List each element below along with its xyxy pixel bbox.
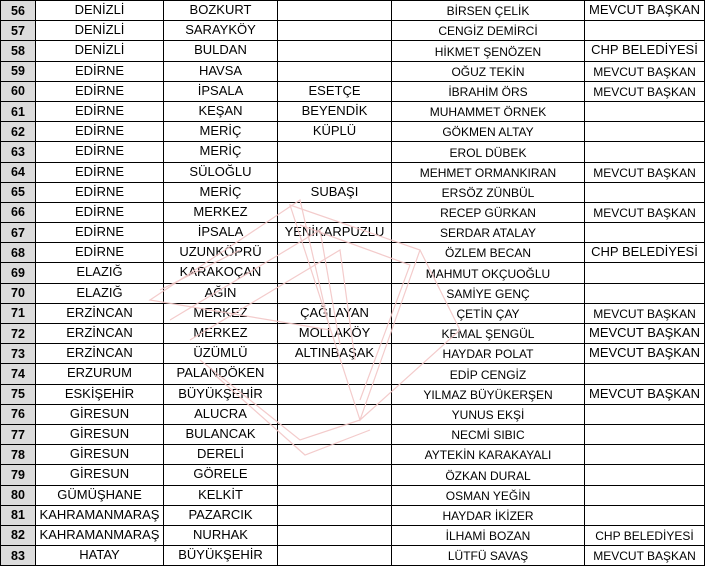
town-cell — [278, 404, 392, 424]
province-cell: EDİRNE — [36, 243, 164, 263]
candidate-name-cell: SAMİYE GENÇ — [392, 283, 585, 303]
note-cell — [585, 424, 705, 444]
candidate-name-cell: ÖZLEM BECAN — [392, 243, 585, 263]
table-row — [1, 21, 705, 41]
table-row — [1, 364, 705, 384]
province-cell: EDİRNE — [36, 61, 164, 81]
district-cell: KEŞAN — [164, 101, 278, 121]
province-cell: EDİRNE — [36, 202, 164, 222]
candidate-name-cell: RECEP GÜRKAN — [392, 202, 585, 222]
province-cell: GİRESUN — [36, 424, 164, 444]
note-cell — [585, 223, 705, 243]
table-row — [1, 465, 705, 485]
town-cell — [278, 41, 392, 61]
province-cell: DENİZLİ — [36, 21, 164, 41]
row-number: 60 — [1, 81, 36, 101]
town-cell — [278, 505, 392, 525]
table-row — [1, 223, 705, 243]
district-cell: GÖRELE — [164, 465, 278, 485]
table-row — [1, 142, 705, 162]
note-cell: MEVCUT BAŞKAN — [585, 81, 705, 101]
note-cell — [585, 485, 705, 505]
candidate-name-cell: AYTEKİN KARAKAYALI — [392, 445, 585, 465]
province-cell: ERZURUM — [36, 364, 164, 384]
candidate-name-cell: MUHAMMET ÖRNEK — [392, 101, 585, 121]
note-cell: CHP BELEDİYESİ — [585, 525, 705, 545]
district-cell: KELKİT — [164, 485, 278, 505]
row-number: 56 — [1, 1, 36, 21]
row-number: 65 — [1, 182, 36, 202]
row-number: 58 — [1, 41, 36, 61]
candidate-name-cell: İLHAMİ BOZAN — [392, 525, 585, 545]
row-number: 72 — [1, 324, 36, 344]
province-cell: ESKİŞEHİR — [36, 384, 164, 404]
town-cell: ALTINBAŞAK — [278, 344, 392, 364]
town-cell: BEYENDİK — [278, 101, 392, 121]
province-cell: GİRESUN — [36, 445, 164, 465]
district-cell: UZUNKÖPRÜ — [164, 243, 278, 263]
district-cell: BOZKURT — [164, 1, 278, 21]
town-cell — [278, 283, 392, 303]
row-number: 59 — [1, 61, 36, 81]
town-cell: YENİKARPUZLU — [278, 223, 392, 243]
town-cell: SUBAŞI — [278, 182, 392, 202]
province-cell: EDİRNE — [36, 142, 164, 162]
table-row — [1, 202, 705, 222]
town-cell — [278, 384, 392, 404]
province-cell: GİRESUN — [36, 465, 164, 485]
district-cell: PALANDÖKEN — [164, 364, 278, 384]
note-cell — [585, 283, 705, 303]
table-row — [1, 546, 705, 566]
province-cell: EDİRNE — [36, 182, 164, 202]
town-cell — [278, 465, 392, 485]
town-cell — [278, 61, 392, 81]
note-cell: MEVCUT BAŞKAN — [585, 1, 705, 21]
candidate-name-cell: OĞUZ TEKİN — [392, 61, 585, 81]
row-number: 83 — [1, 546, 36, 566]
district-cell: ÜZÜMLÜ — [164, 344, 278, 364]
note-cell — [585, 182, 705, 202]
candidate-name-cell: EROL DÜBEK — [392, 142, 585, 162]
row-number: 81 — [1, 505, 36, 525]
district-cell: MERKEZ — [164, 303, 278, 323]
table-row — [1, 61, 705, 81]
district-cell: NURHAK — [164, 525, 278, 545]
province-cell: KAHRAMANMARAŞ — [36, 505, 164, 525]
town-cell — [278, 364, 392, 384]
province-cell: DENİZLİ — [36, 1, 164, 21]
province-cell: ELAZIĞ — [36, 283, 164, 303]
note-cell: CHP BELEDİYESİ — [585, 243, 705, 263]
province-cell: ERZİNCAN — [36, 324, 164, 344]
candidate-name-cell: ÇETİN ÇAY — [392, 303, 585, 323]
town-cell — [278, 525, 392, 545]
district-cell: BULDAN — [164, 41, 278, 61]
table-row — [1, 263, 705, 283]
candidate-name-cell: ÖZKAN DURAL — [392, 465, 585, 485]
town-cell — [278, 546, 392, 566]
town-cell — [278, 485, 392, 505]
district-cell: KARAKOÇAN — [164, 263, 278, 283]
table-row — [1, 505, 705, 525]
row-number: 75 — [1, 384, 36, 404]
table-row — [1, 182, 705, 202]
province-cell: EDİRNE — [36, 162, 164, 182]
province-cell: GÜMÜŞHANE — [36, 485, 164, 505]
town-cell — [278, 202, 392, 222]
table-row — [1, 445, 705, 465]
candidate-name-cell: MEHMET ORMANKIRAN — [392, 162, 585, 182]
table-row — [1, 525, 705, 545]
row-number: 77 — [1, 424, 36, 444]
note-cell — [585, 465, 705, 485]
town-cell: MOLLAKÖY — [278, 324, 392, 344]
table-body — [1, 1, 705, 566]
candidate-name-cell: MAHMUT OKÇUOĞLU — [392, 263, 585, 283]
district-cell: İPSALA — [164, 223, 278, 243]
town-cell — [278, 162, 392, 182]
note-cell — [585, 122, 705, 142]
province-cell: ELAZIĞ — [36, 263, 164, 283]
note-cell — [585, 101, 705, 121]
row-number: 79 — [1, 465, 36, 485]
table-row — [1, 404, 705, 424]
row-number: 67 — [1, 223, 36, 243]
district-cell: MERKEZ — [164, 202, 278, 222]
district-cell: BÜYÜKŞEHİR — [164, 546, 278, 566]
row-number: 71 — [1, 303, 36, 323]
candidate-name-cell: GÖKMEN ALTAY — [392, 122, 585, 142]
note-cell — [585, 505, 705, 525]
candidate-name-cell: KEMAL ŞENGÜL — [392, 324, 585, 344]
row-number: 68 — [1, 243, 36, 263]
district-cell: ALUCRA — [164, 404, 278, 424]
row-number: 70 — [1, 283, 36, 303]
town-cell: ÇAĞLAYAN — [278, 303, 392, 323]
province-cell: HATAY — [36, 546, 164, 566]
town-cell — [278, 1, 392, 21]
district-cell: BULANCAK — [164, 424, 278, 444]
town-cell: ESETÇE — [278, 81, 392, 101]
row-number: 61 — [1, 101, 36, 121]
town-cell — [278, 263, 392, 283]
town-cell — [278, 445, 392, 465]
town-cell — [278, 243, 392, 263]
note-cell: MEVCUT BAŞKAN — [585, 162, 705, 182]
table-row — [1, 303, 705, 323]
table-row — [1, 162, 705, 182]
row-number: 82 — [1, 525, 36, 545]
district-cell: MERİÇ — [164, 182, 278, 202]
town-cell — [278, 142, 392, 162]
row-number: 80 — [1, 485, 36, 505]
table-row — [1, 101, 705, 121]
district-cell: PAZARCIK — [164, 505, 278, 525]
table-row — [1, 122, 705, 142]
candidate-name-cell: HAYDAR POLAT — [392, 344, 585, 364]
note-cell: MEVCUT BAŞKAN — [585, 546, 705, 566]
row-number: 57 — [1, 21, 36, 41]
district-cell: MERKEZ — [164, 324, 278, 344]
candidate-name-cell: NECMİ SIBIC — [392, 424, 585, 444]
table-row — [1, 283, 705, 303]
candidate-name-cell: ERSÖZ ZÜNBÜL — [392, 182, 585, 202]
row-number: 63 — [1, 142, 36, 162]
district-cell: SÜLOĞLU — [164, 162, 278, 182]
note-cell — [585, 445, 705, 465]
candidate-name-cell: SERDAR ATALAY — [392, 223, 585, 243]
note-cell: MEVCUT BAŞKAN — [585, 344, 705, 364]
province-cell: ERZİNCAN — [36, 344, 164, 364]
note-cell — [585, 404, 705, 424]
row-number: 66 — [1, 202, 36, 222]
candidate-name-cell: HİKMET ŞENÖZEN — [392, 41, 585, 61]
note-cell — [585, 142, 705, 162]
table-row — [1, 384, 705, 404]
district-cell: İPSALA — [164, 81, 278, 101]
candidate-name-cell: OSMAN YEĞİN — [392, 485, 585, 505]
province-cell: ERZİNCAN — [36, 303, 164, 323]
note-cell: MEVCUT BAŞKAN — [585, 324, 705, 344]
candidate-name-cell: EDİP CENGİZ — [392, 364, 585, 384]
town-cell — [278, 21, 392, 41]
candidate-name-cell: BİRSEN ÇELİK — [392, 1, 585, 21]
row-number: 73 — [1, 344, 36, 364]
district-cell: MERİÇ — [164, 142, 278, 162]
district-cell: BÜYÜKŞEHİR — [164, 384, 278, 404]
province-cell: EDİRNE — [36, 122, 164, 142]
table-row — [1, 243, 705, 263]
province-cell: GİRESUN — [36, 404, 164, 424]
town-cell: KÜPLÜ — [278, 122, 392, 142]
row-number: 64 — [1, 162, 36, 182]
candidate-name-cell: LÜTFÜ SAVAŞ — [392, 546, 585, 566]
district-cell: SARAYKÖY — [164, 21, 278, 41]
note-cell — [585, 263, 705, 283]
row-number: 76 — [1, 404, 36, 424]
candidate-name-cell: HAYDAR İKİZER — [392, 505, 585, 525]
note-cell — [585, 21, 705, 41]
row-number: 74 — [1, 364, 36, 384]
province-cell: EDİRNE — [36, 101, 164, 121]
row-number: 78 — [1, 445, 36, 465]
candidate-name-cell: CENGİZ DEMİRCİ — [392, 21, 585, 41]
province-cell: KAHRAMANMARAŞ — [36, 525, 164, 545]
district-cell: AĞIN — [164, 283, 278, 303]
note-cell — [585, 364, 705, 384]
town-cell — [278, 424, 392, 444]
province-cell: EDİRNE — [36, 223, 164, 243]
candidate-name-cell: YUNUS EKŞİ — [392, 404, 585, 424]
note-cell: MEVCUT BAŞKAN — [585, 303, 705, 323]
table-row — [1, 324, 705, 344]
note-cell: MEVCUT BAŞKAN — [585, 202, 705, 222]
table-row — [1, 1, 705, 21]
province-cell: DENİZLİ — [36, 41, 164, 61]
province-cell: EDİRNE — [36, 81, 164, 101]
table-row — [1, 81, 705, 101]
district-cell: DERELİ — [164, 445, 278, 465]
table-row — [1, 485, 705, 505]
note-cell: MEVCUT BAŞKAN — [585, 384, 705, 404]
table-row — [1, 424, 705, 444]
district-cell: HAVSA — [164, 61, 278, 81]
candidate-name-cell: YILMAZ BÜYÜKERŞEN — [392, 384, 585, 404]
note-cell: MEVCUT BAŞKAN — [585, 61, 705, 81]
row-number: 62 — [1, 122, 36, 142]
table-row — [1, 41, 705, 61]
row-number: 69 — [1, 263, 36, 283]
candidate-name-cell: İBRAHİM ÖRS — [392, 81, 585, 101]
district-cell: MERİÇ — [164, 122, 278, 142]
table-row — [1, 344, 705, 364]
note-cell: CHP BELEDİYESİ — [585, 41, 705, 61]
